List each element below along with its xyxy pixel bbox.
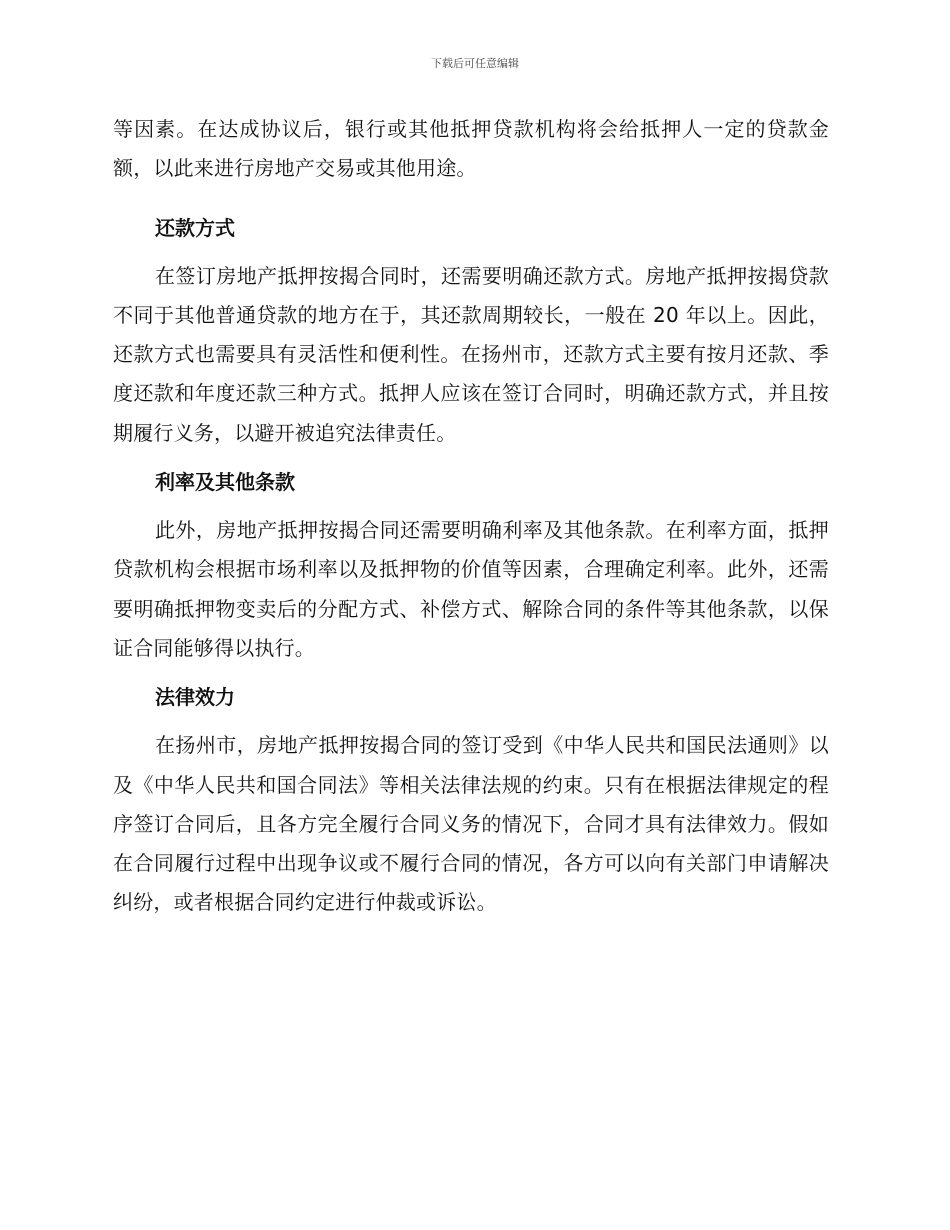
section-heading-repayment: 还款方式	[155, 215, 235, 240]
paragraph-interest: 此外，房地产抵押按揭合同还需要明确利率及其他条款。在利率方面，抵押贷款机构会根据市场利率以及抵押物的价值等因素，合理确定利率。此外，还需要明确抵押物变卖后的分配方式、补偿方式、解除合同的条件等其他条款，以保证合同能够得以执行。	[113, 518, 829, 660]
paragraph-legal-effect: 在扬州市，房地产抵押按揭合同的签订受到《中华人民共和国民法通则》以及《中华人民共和国合同法》等相关法律法规的约束。只有在根据法律规定的程序签订合同后，且各方完全履行合同义务的情况下，合同才具有法律效力。假如在合同履行过程中出现争议或不履行合同的情况，各方可以向有关部门申请解决纠纷，或者根据合同约定进行仲裁或诉讼。	[113, 733, 829, 915]
paragraph-repayment: 在签订房地产抵押按揭合同时，还需要明确还款方式。房地产抵押按揭贷款不同于其他普通贷款的地方在于，其还款周期较长，一般在 20 年以上。因此，还款方式也需要具有灵活性和便利性。在扬州市，还款方式主要有按月还款、季度还款和年度还款三种方式。抵押人应该在签订合同时，明确还款方式，并且按期履行义务，以避开被追究法律责任。	[113, 263, 829, 445]
section-heading-legal-effect: 法律效力	[155, 685, 235, 710]
continued-paragraph: 等因素。在达成协议后，银行或其他抵押贷款机构将会给抵押人一定的贷款金额，以此来进行房地产交易或其他用途。	[113, 117, 829, 181]
header-note: 下载后可任意编辑	[431, 57, 519, 70]
section-heading-interest: 利率及其他条款	[155, 470, 295, 495]
document-body	[113, 110, 829, 923]
